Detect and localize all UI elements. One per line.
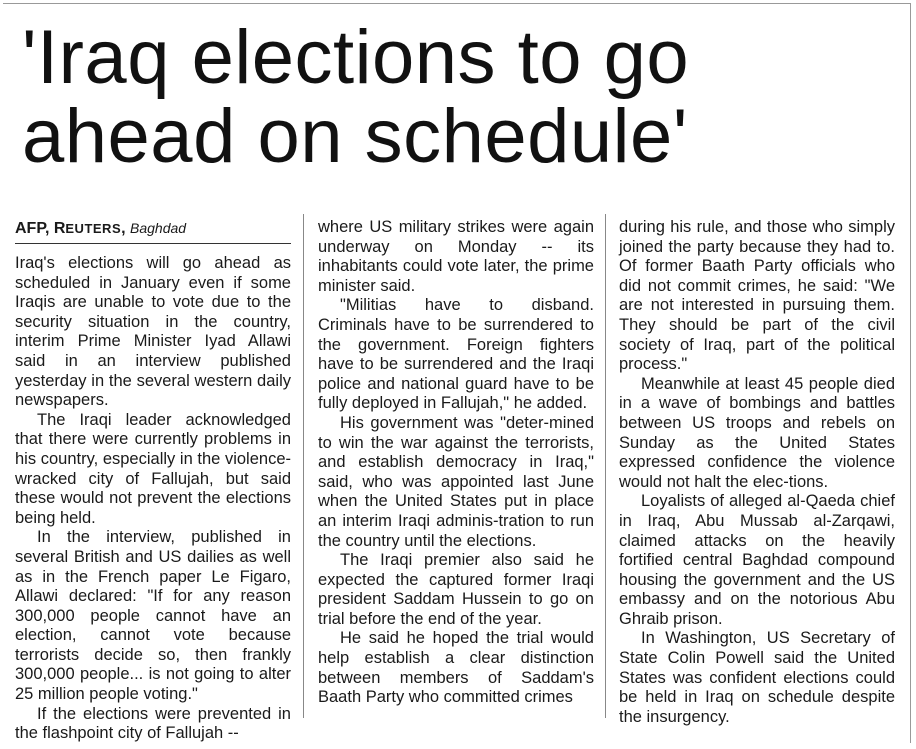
paragraph: In Washington, US Secretary of State Colin Powell said the United States was confident elections could be held in Iraq on schedule despite the insurgency.	[619, 629, 895, 726]
byline-separator: ,	[121, 220, 131, 237]
headline: 'Iraq elections to go ahead on schedule'	[22, 15, 690, 179]
paragraph: He said he hoped the trial would help establish a clear distinction between members of Saddam's Baath Party who committed crimes	[318, 629, 594, 707]
paragraph: His government was "deter-mined to win the war against the terrorists, and establish democracy in Iraq," said, who was appointed last June when the United States put in place an interim Iraqi adminis-tration to run the country until the elections.	[318, 413, 594, 550]
column-divider	[605, 214, 606, 718]
paragraph: The Iraqi leader acknowledged that there were currently problems in his country, especially in the violence-wracked city of Fallujah, but said these would not prevent the elections being held.	[15, 410, 291, 527]
paragraph: Loyalists of alleged al-Qaeda chief in Iraq, Abu Mussab al-Zarqawi, claimed attacks on the heavily fortified central Baghdad compound housing the government and the US embassy and on the notorious Abu Ghraib prison.	[619, 492, 895, 628]
byline-agency-smallcaps: EUTERS	[65, 221, 122, 236]
paragraph: during his rule, and those who simply joined the party because they had to. Of former Baath Party officials who did not commit crimes, he said: "We are not interested in pursuing them. They should be part of the civil society of Iraq, part of the political process."	[619, 218, 895, 374]
byline-place: Baghdad	[130, 220, 187, 236]
article-column-2	[318, 218, 594, 708]
paragraph: Iraq's elections will go ahead as scheduled in January even if some Iraqis are unable to vote due to the security situation in the country, interim Prime Minister Iyad Allawi said in an interview published yesterday in the several western daily newspapers.	[15, 254, 291, 410]
paragraph: "Militias have to disband. Criminals have to be surrendered to the government. Foreign fighters have to be surrendered and the Iraqi police and national guard have to be fully deployed in Fallujah," he added.	[318, 296, 594, 413]
byline-agency: AFP, R	[15, 220, 66, 237]
paragraph: where US military strikes were again underway on Monday -- its inhabitants could vote later, the prime minister said.	[318, 218, 594, 295]
paragraph: In the interview, published in several British and US dailies as well as in the French paper Le Figaro, Allawi declared: "If for any reason 300,000 people cannot have an election, cannot vote because terrorists decide so, then frankly 300,000 people... is not going to alter 25 million people voting."	[15, 528, 291, 704]
paragraph: The Iraqi premier also said he expected the captured former Iraqi president Saddam Hussein to go on trial before the end of the year.	[318, 551, 594, 628]
paragraph: Meanwhile at least 45 people died in a wave of bombings and battles between US troops and rebels on Sunday as the United States expressed confidence the violence would not halt the elec-tions.	[619, 374, 895, 491]
article-column-1	[15, 218, 291, 744]
byline	[15, 218, 291, 244]
article-column-3	[619, 218, 895, 727]
column-divider	[303, 214, 304, 718]
paragraph: If the elections were prevented in the flashpoint city of Fallujah --	[15, 704, 291, 743]
